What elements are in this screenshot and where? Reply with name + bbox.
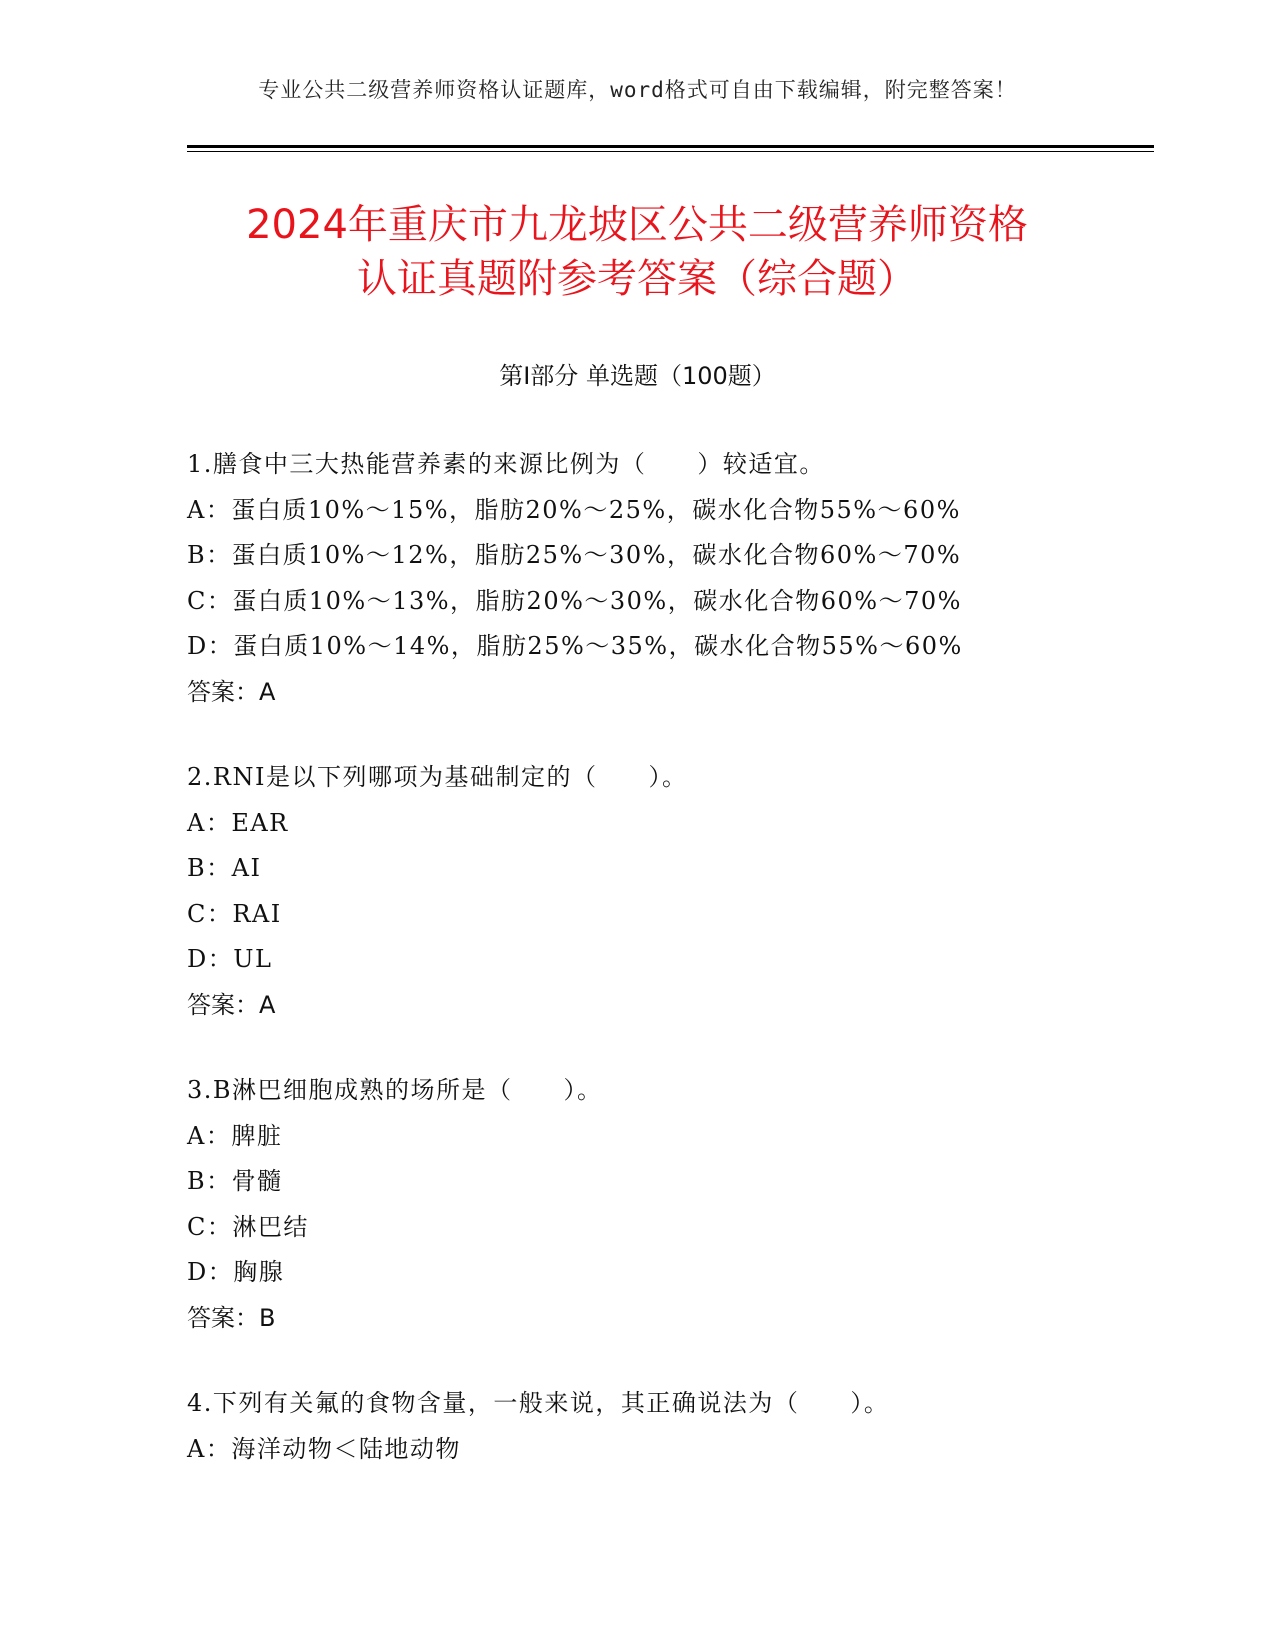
question-spacer <box>187 1028 1147 1068</box>
question-option: A：蛋白质10%～15%，脂肪20%～25%，碳水化合物55%～60% <box>187 495 961 524</box>
question-block <box>187 1068 1147 1381</box>
question-option: C：蛋白质10%～13%，脂肪20%～30%，碳水化合物60%～70% <box>187 586 962 615</box>
question-stem: 3.B淋巴细胞成熟的场所是（ ）。 <box>187 1076 603 1104</box>
question-block <box>187 1381 1147 1472</box>
title-line-1: 2024年重庆市九龙坡区公共二级营养师资格 <box>246 202 1028 248</box>
question-option: A：海洋动物＜陆地动物 <box>187 1434 461 1463</box>
question-stem: 4.下列有关氟的食物含量，一般来说，其正确说法为（ ）。 <box>187 1389 890 1417</box>
question-list <box>187 442 1147 1472</box>
header-note: 专业公共二级营养师资格认证题库，word格式可自由下载编辑，附完整答案！ <box>258 78 1017 102</box>
question-option: B：AI <box>187 854 262 882</box>
question-option: A：脾脏 <box>187 1121 283 1150</box>
header-rule-thick <box>187 145 1154 148</box>
question-option: C：淋巴结 <box>187 1212 309 1241</box>
question-option: D：胸腺 <box>187 1258 285 1286</box>
question-stem: 1.膳食中三大热能营养素的来源比例为（ ）较适宜。 <box>187 450 825 478</box>
question-option: B：蛋白质10%～12%，脂肪25%～30%，碳水化合物60%～70% <box>187 541 962 569</box>
question-answer: 答案：B <box>187 1303 276 1332</box>
question-spacer <box>187 1341 1147 1381</box>
question-option: B：骨髓 <box>187 1167 283 1195</box>
question-block <box>187 442 1147 755</box>
question-block <box>187 755 1147 1068</box>
question-answer: 答案：A <box>187 990 276 1019</box>
question-option: A：EAR <box>187 808 289 837</box>
question-option: C：RAI <box>187 899 282 928</box>
section-heading: 第Ⅰ部分 单选题（100题） <box>499 362 776 390</box>
question-option: D：蛋白质10%～14%，脂肪25%～35%，碳水化合物55%～60% <box>187 632 963 660</box>
question-spacer <box>187 715 1147 755</box>
question-stem: 2.RNI是以下列哪项为基础制定的（ ）。 <box>187 763 688 791</box>
question-answer: 答案：A <box>187 677 276 706</box>
question-option: D：UL <box>187 945 273 973</box>
document-title <box>187 198 1087 306</box>
header-rule-thin <box>187 151 1154 152</box>
title-line-2: 认证真题附参考答案（综合题） <box>357 256 917 302</box>
